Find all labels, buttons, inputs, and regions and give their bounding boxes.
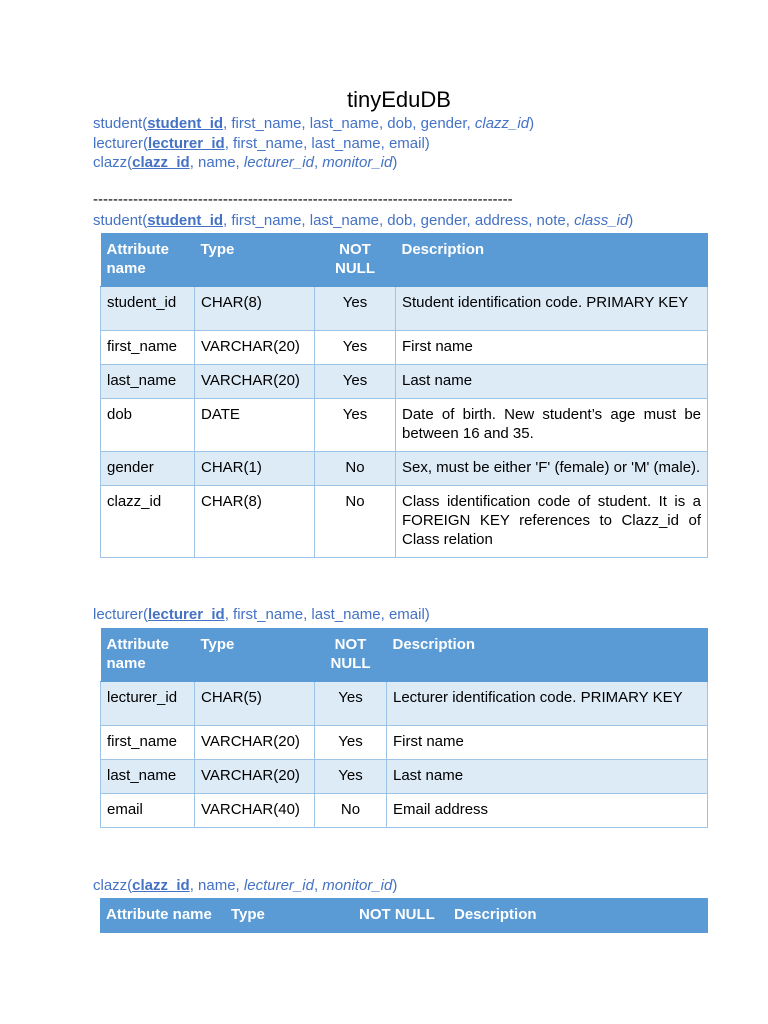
table-row (101, 486, 708, 558)
header-type: Type (195, 629, 315, 682)
foreign-key: lecturer_id (243, 154, 314, 171)
description-cell: Last name (387, 760, 708, 794)
type-cell: VARCHAR(20) (195, 365, 315, 399)
type-cell: CHAR(8) (195, 486, 315, 558)
header-attribute-name: Attribute name (101, 234, 195, 287)
foreign-key: class_id (574, 212, 629, 229)
header-description: Description (387, 629, 708, 682)
table-row (101, 331, 708, 365)
description-cell: First name (396, 331, 708, 365)
primary-key: student_id (147, 212, 224, 229)
student-attribute-table (100, 233, 708, 558)
table-header-row (101, 629, 708, 682)
header-type: Type (225, 899, 353, 933)
not-null-cell: Yes (315, 399, 396, 452)
attribute-name-cell: last_name (101, 760, 195, 794)
attribute-name-cell: lecturer_id (101, 682, 195, 726)
type-cell: CHAR(1) (195, 452, 315, 486)
type-cell: DATE (195, 399, 315, 452)
primary-key: clazz_id (132, 877, 190, 894)
header-attribute-name: Attribute name (100, 899, 225, 933)
not-null-cell: Yes (315, 365, 396, 399)
header-not-null: NOT NULL (353, 899, 448, 933)
attribute-name-cell: dob (101, 399, 195, 452)
table-row (101, 365, 708, 399)
document-title: tinyEduDB (347, 87, 451, 112)
type-cell: CHAR(8) (195, 287, 315, 331)
lecturer-table-heading: lecturer(lecturer_id, first_name, last_name, email) (93, 606, 430, 623)
description-cell: Lecturer identification code. PRIMARY KEY (387, 682, 708, 726)
header-attribute-name: Attribute name (101, 629, 195, 682)
lecturer-attribute-table (100, 628, 708, 828)
primary-key: clazz_id (132, 154, 190, 171)
type-cell: VARCHAR(20) (195, 760, 315, 794)
table-row (101, 794, 708, 828)
separator-line: ------------------------------------------------------------------------------------ (93, 191, 513, 208)
not-null-cell: No (315, 486, 396, 558)
header-description: Description (448, 899, 708, 933)
description-cell: Sex, must be either 'F' (female) or 'M' (male). (396, 452, 708, 486)
not-null-cell: Yes (315, 682, 387, 726)
primary-key: lecturer_id (148, 135, 225, 152)
description-cell: Email address (387, 794, 708, 828)
type-cell: VARCHAR(20) (195, 726, 315, 760)
type-cell: CHAR(5) (195, 682, 315, 726)
table-row (101, 452, 708, 486)
primary-key: lecturer_id (148, 606, 225, 623)
not-null-cell: Yes (315, 331, 396, 365)
attribute-name-cell: first_name (101, 331, 195, 365)
relation-clazz: clazz(clazz_id, name, lecturer_id, monitor_id) (93, 154, 398, 171)
attribute-name-cell: email (101, 794, 195, 828)
table-row (101, 399, 708, 452)
header-not-null: NOT NULL (315, 629, 387, 682)
attribute-name-cell: first_name (101, 726, 195, 760)
description-cell: Student identification code. PRIMARY KEY (396, 287, 708, 331)
primary-key: student_id (147, 115, 224, 132)
header-type: Type (195, 234, 315, 287)
description-cell: First name (387, 726, 708, 760)
table-row (101, 760, 708, 794)
foreign-key: monitor_id (322, 877, 393, 894)
not-null-cell: Yes (315, 760, 387, 794)
table-row (101, 682, 708, 726)
not-null-cell: No (315, 452, 396, 486)
table-header-row (101, 234, 708, 287)
foreign-key: lecturer_id (243, 877, 314, 894)
relation-student: student(student_id, first_name, last_name, dob, gender, clazz_id) (93, 115, 535, 132)
description-cell: Last name (396, 365, 708, 399)
student-table-heading: student(student_id, first_name, last_name, dob, gender, address, note, class_id) (93, 212, 634, 229)
foreign-key: monitor_id (322, 154, 393, 171)
not-null-cell: Yes (315, 287, 396, 331)
foreign-key: clazz_id (474, 115, 530, 132)
header-not-null: NOT NULL (315, 234, 396, 287)
not-null-cell: Yes (315, 726, 387, 760)
attribute-name-cell: gender (101, 452, 195, 486)
clazz-table-heading: clazz(clazz_id, name, lecturer_id, monitor_id) (93, 877, 398, 894)
table-row (101, 287, 708, 331)
description-cell: Date of birth. New student’s age must be between 16 and 35. (396, 399, 708, 452)
not-null-cell: No (315, 794, 387, 828)
description-cell: Class identification code of student. It is a FOREIGN KEY references to Clazz_id of Class relation (396, 486, 708, 558)
header-description: Description (396, 234, 708, 287)
clazz-attribute-table (100, 898, 708, 933)
table-row (101, 726, 708, 760)
attribute-name-cell: student_id (101, 287, 195, 331)
attribute-name-cell: clazz_id (101, 486, 195, 558)
type-cell: VARCHAR(20) (195, 331, 315, 365)
table-header-row (100, 899, 708, 933)
relation-lecturer: lecturer(lecturer_id, first_name, last_name, email) (93, 135, 430, 152)
attribute-name-cell: last_name (101, 365, 195, 399)
type-cell: VARCHAR(40) (195, 794, 315, 828)
